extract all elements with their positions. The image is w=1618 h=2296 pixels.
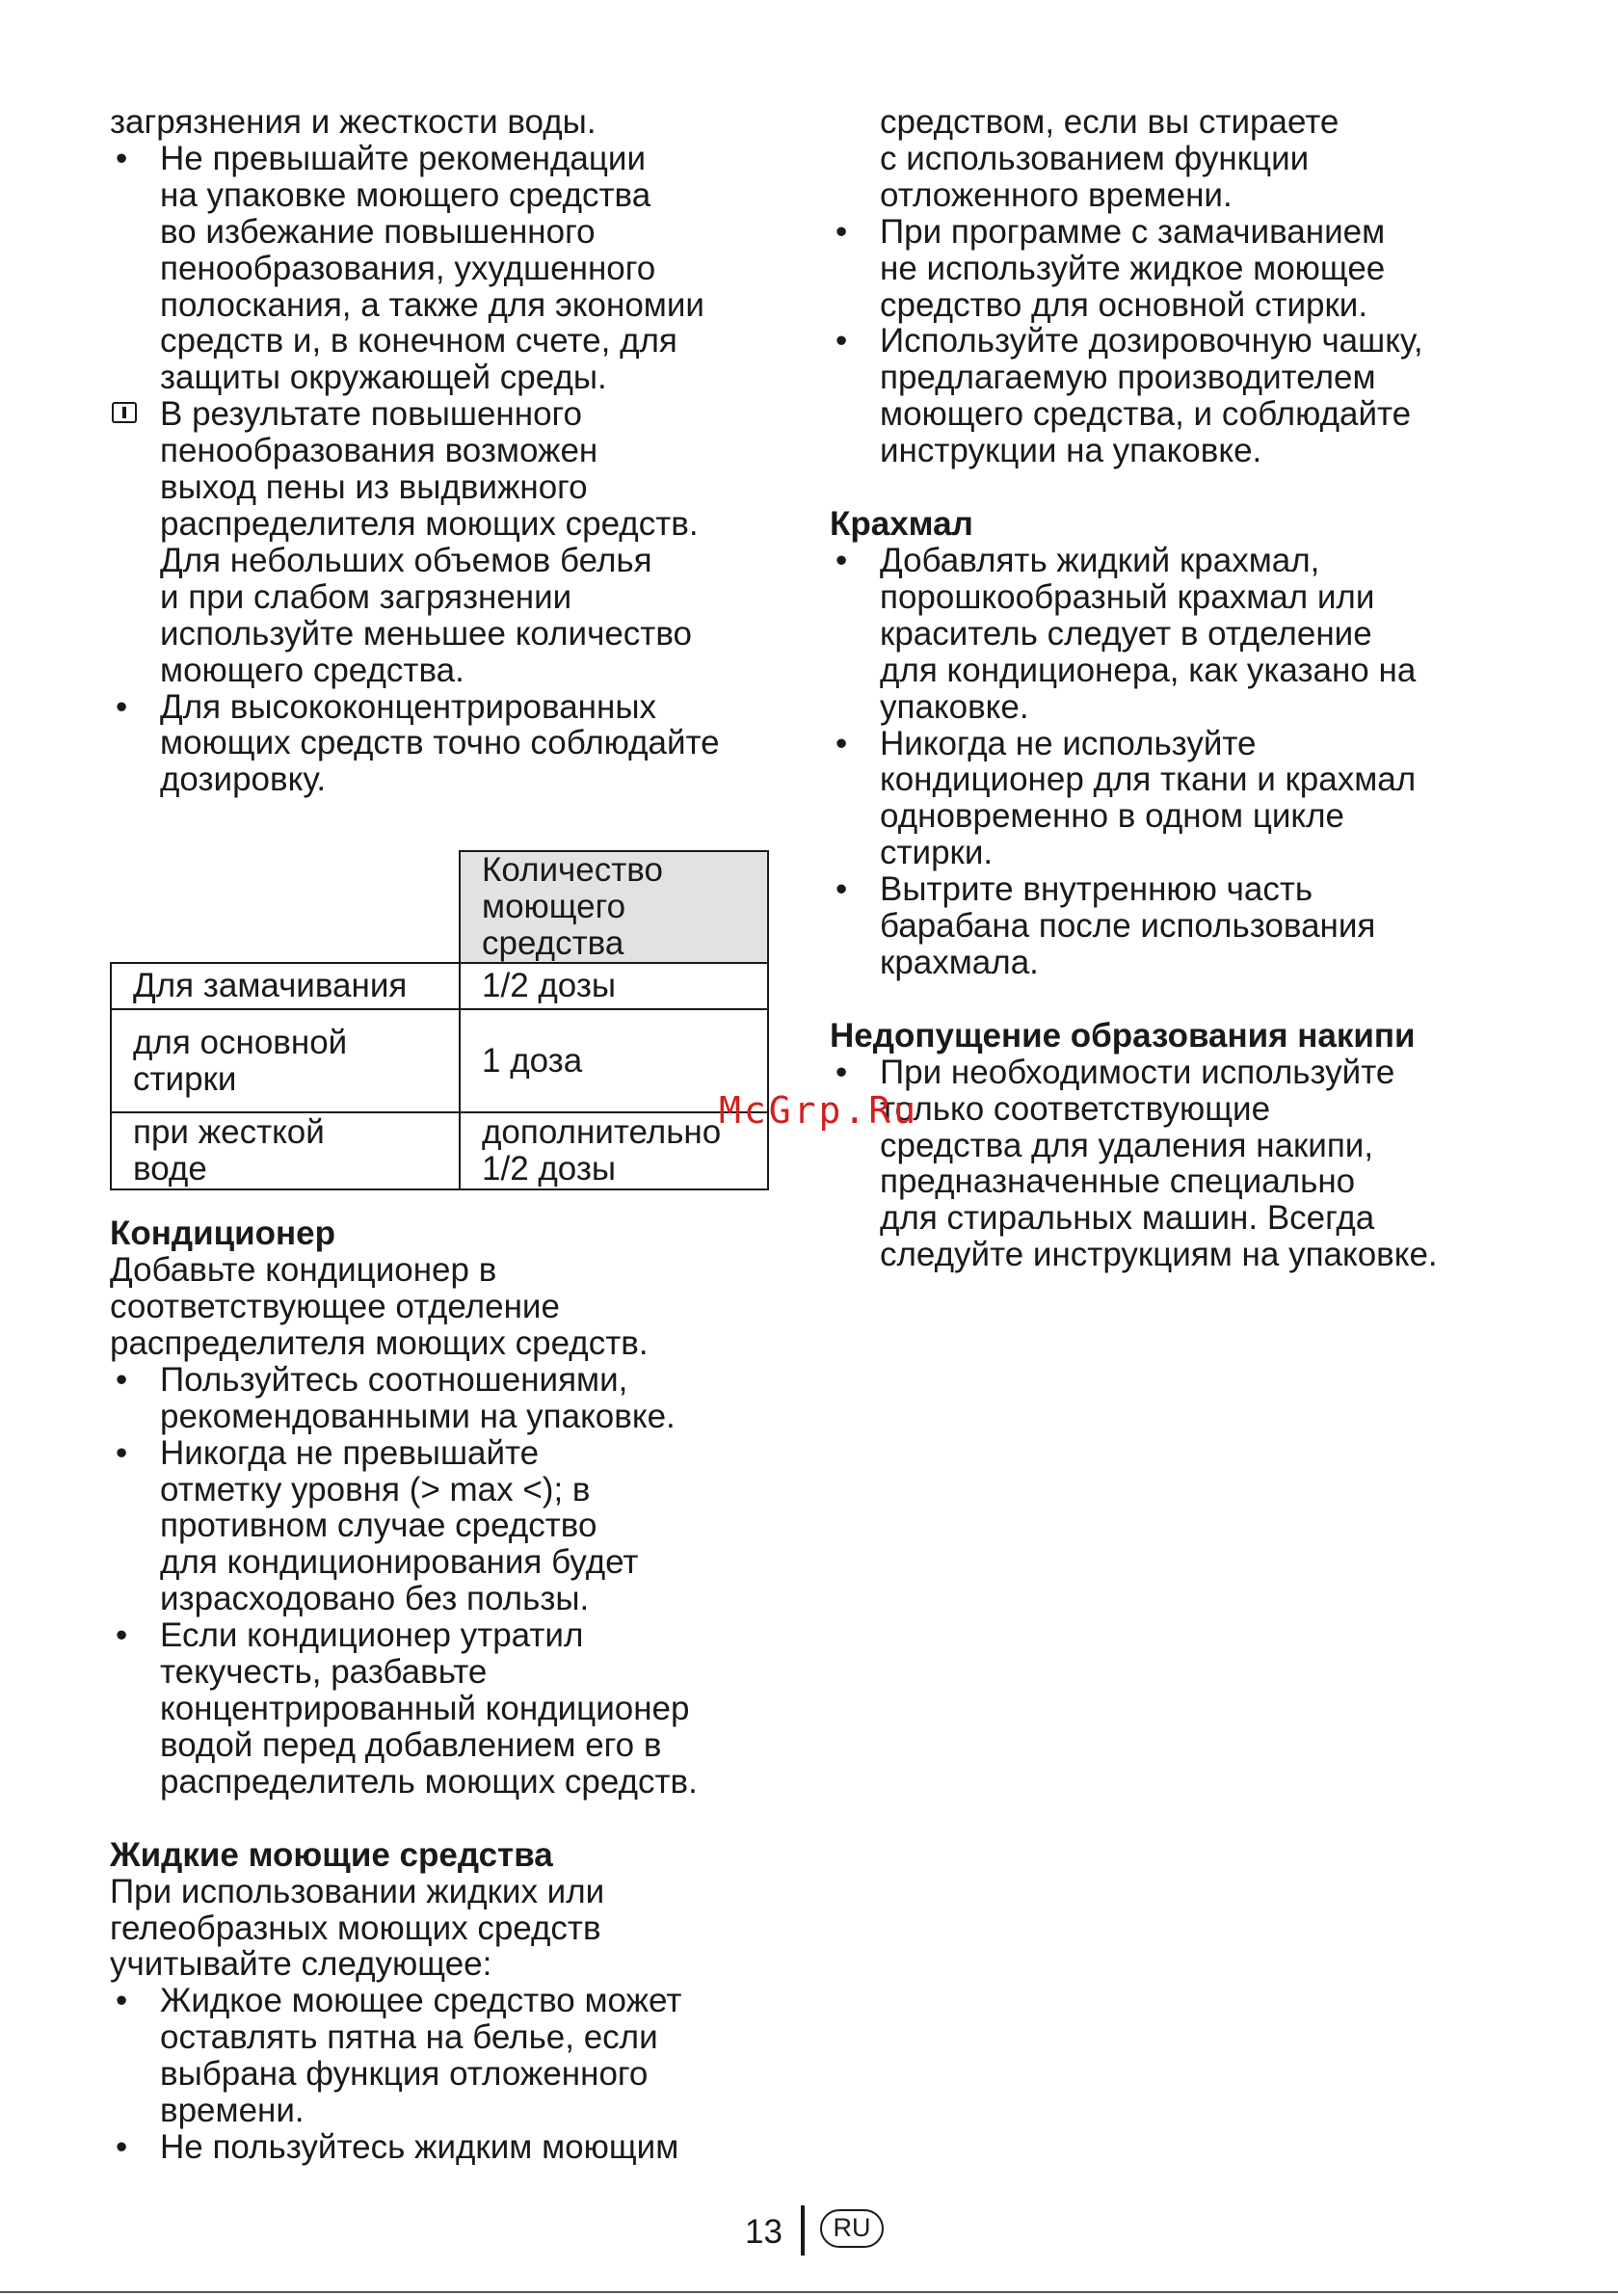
bullet-icon: • <box>836 1053 848 1091</box>
text-line: для кондиционера, как указано на <box>880 651 1417 689</box>
table-cell-label <box>111 1009 460 1112</box>
text-line: дополнительно <box>482 1113 722 1152</box>
language-badge: RU <box>820 2209 884 2248</box>
bullet-list <box>110 141 784 396</box>
watermark: McGrp.Ru <box>719 1089 919 1132</box>
table-cell-label <box>111 963 460 1009</box>
left-column <box>110 104 784 2166</box>
text-line: текучесть, разбавьте <box>160 1653 488 1692</box>
text-line: одновременно в одном цикле <box>880 797 1345 836</box>
text-line: оставлять пятна на белье, если <box>160 2018 658 2057</box>
text-line: отметку уровня (> max <); в <box>160 1470 591 1508</box>
bullet-list <box>830 1055 1504 1273</box>
list-item <box>830 726 1504 872</box>
bullet-icon: • <box>836 212 848 251</box>
text-line: средства для удаления накипи, <box>880 1126 1374 1164</box>
text-line: соответствующее отделение <box>110 1288 560 1326</box>
bullet-icon: • <box>116 687 128 726</box>
text-line: Добавлять жидкий крахмал, <box>880 541 1320 579</box>
table-row <box>111 963 768 1009</box>
text-line: распределитель моющих средств. <box>160 1762 698 1801</box>
text-line: распределителя моющих средств. <box>110 1323 649 1362</box>
list-item <box>830 543 1504 726</box>
continued-text <box>830 104 1504 214</box>
text-line: Пользуйтесь соотношениями, <box>160 1360 628 1399</box>
text-line: стирки. <box>880 834 994 872</box>
text-line: стирки <box>133 1059 237 1098</box>
text-line: для кондиционирования будет <box>160 1543 639 1582</box>
bullet-icon: • <box>116 2127 128 2166</box>
text-line: для основной <box>133 1023 348 1061</box>
text-line: распределителя моющих средств. <box>160 504 699 543</box>
list-item <box>830 323 1504 469</box>
list-item <box>110 1362 784 1435</box>
table-corner <box>111 851 460 963</box>
list-item <box>110 1435 784 1618</box>
text-line: учитывайте следующее: <box>110 1945 492 1984</box>
footer-divider <box>801 2205 805 2256</box>
text-line: пенообразования возможен <box>160 432 598 470</box>
dosage-table <box>110 850 769 1190</box>
text-line: Для высококонцентрированных <box>160 687 656 726</box>
text-line: предлагаемую производителем <box>880 359 1376 397</box>
list-item <box>110 141 784 396</box>
text-line: средство для основной стирки. <box>880 285 1368 324</box>
text-line: В результате повышенного <box>160 395 582 434</box>
text-line: используйте меньшее количество <box>160 614 692 653</box>
text-line: Добавьте кондиционер в <box>110 1251 497 1290</box>
list-item <box>110 1617 784 1801</box>
text-line: Для замачивания <box>133 967 408 1005</box>
bullet-icon: • <box>116 1360 128 1399</box>
text-line: При необходимости используйте <box>880 1053 1395 1091</box>
bullet-icon: • <box>116 1616 128 1655</box>
text-line: не используйте жидкое моющее <box>880 249 1386 287</box>
bullet-icon: • <box>116 1982 128 2020</box>
text-line: полоскания, а также для экономии <box>160 285 704 324</box>
text-line: моющего средства, и соблюдайте <box>880 395 1412 434</box>
list-item <box>110 2129 784 2166</box>
text-line: средств и, в конечном счете, для <box>160 322 677 360</box>
text-line: 1 доза <box>482 1041 583 1080</box>
text-line: моющего средства. <box>160 651 464 689</box>
text-line: средством, если вы стираете <box>880 103 1339 141</box>
text-line: пенообразования, ухудшенного <box>160 249 656 287</box>
text-line: выбрана функция отложенного <box>160 2055 649 2094</box>
text-line: Жидкое моющее средство может <box>160 1982 682 2020</box>
bullet-list <box>110 1983 784 2166</box>
text-line: водой перед добавлением его в <box>160 1725 662 1764</box>
list-item <box>110 689 784 799</box>
text-line: противном случае средство <box>160 1507 597 1545</box>
text-line: только соответствующие <box>880 1089 1271 1128</box>
text-line: загрязнения и жесткости воды. <box>110 103 597 141</box>
text-line: барабана после использования <box>880 907 1376 946</box>
section-intro <box>110 1874 784 1984</box>
text-line: Не пользуйтесь жидким моющим <box>160 2127 679 2166</box>
text-line: Количество <box>482 851 663 890</box>
text-line: упаковке. <box>880 687 1029 726</box>
text-line: Вытрите внутреннюю часть <box>880 870 1313 909</box>
section-intro <box>110 1252 784 1362</box>
text-line: воде <box>133 1150 207 1188</box>
page-number: 13 <box>745 2213 782 2251</box>
text-line: с использованием функции <box>880 139 1310 177</box>
list-item <box>830 871 1504 981</box>
table-cell-value <box>460 963 768 1009</box>
text-line: При программе с замачиванием <box>880 212 1386 251</box>
table-header <box>460 851 768 963</box>
text-line: 1/2 дозы <box>482 967 617 1005</box>
text-line: предназначенные специально <box>880 1162 1356 1201</box>
table-cell-label <box>111 1112 460 1189</box>
text-line: выход пены из выдвижного <box>160 468 588 507</box>
text-line: Никогда не превышайте <box>160 1433 540 1472</box>
text-line: для стиральных машин. Всегда <box>880 1199 1375 1238</box>
text-line: При использовании жидких или <box>110 1872 605 1910</box>
text-line: моющего <box>482 888 626 926</box>
section-title-scale: Недопущение образования накипи <box>830 1016 1416 1055</box>
section-title-conditioner: Кондиционер <box>110 1215 336 1253</box>
text-line: во избежание повышенного <box>160 212 596 251</box>
text-line: израсходовано без пользы. <box>160 1580 590 1618</box>
text-line: кондиционер для ткани и крахмал <box>880 761 1417 799</box>
text-line: при жесткой <box>133 1113 325 1152</box>
section-title-liquid: Жидкие моющие средства <box>110 1835 553 1874</box>
text-line: следуйте инструкциям на упаковке. <box>880 1236 1438 1274</box>
text-line: инструкции на упаковке. <box>880 432 1262 470</box>
text-line: и при слабом загрязнении <box>160 577 572 616</box>
section-title-starch: Крахмал <box>830 505 973 544</box>
bullet-icon: • <box>836 541 848 579</box>
text-line: средства <box>482 924 624 963</box>
right-column <box>830 104 1504 1273</box>
text-line: на упаковке моющего средства <box>160 175 651 214</box>
list-item <box>830 1055 1504 1273</box>
bottom-rule <box>0 2291 1618 2293</box>
text-line: Для небольших объемов белья <box>160 541 652 579</box>
text-line: Если кондиционер утратил <box>160 1616 584 1655</box>
bullet-icon: • <box>836 724 848 762</box>
text-line: 1/2 дозы <box>482 1150 617 1188</box>
text-line: Никогда не используйте <box>880 724 1257 762</box>
list-item <box>110 1983 784 2129</box>
bullet-list <box>830 543 1504 981</box>
text-line: дозировку. <box>160 761 327 799</box>
text-line: концентрированный кондиционер <box>160 1690 690 1727</box>
table-row <box>111 1112 768 1189</box>
text-line: моющих средств точно соблюдайте <box>160 724 720 762</box>
bullet-icon: • <box>116 1433 128 1472</box>
text-line: Не превышайте рекомендации <box>160 139 647 177</box>
note-text <box>160 396 784 688</box>
text-line: крахмала. <box>880 943 1039 981</box>
table-row <box>111 1009 768 1112</box>
info-icon <box>112 402 137 423</box>
bullet-list <box>110 1362 784 1801</box>
bullet-icon: • <box>116 139 128 177</box>
bullet-icon: • <box>836 870 848 909</box>
text-line: Используйте дозировочную чашку, <box>880 322 1423 360</box>
text-line: гелеобразных моющих средств <box>110 1909 601 1947</box>
bullet-icon: • <box>836 322 848 360</box>
bullet-list <box>830 214 1504 469</box>
text-line: порошкообразный крахмал или <box>880 577 1375 616</box>
text-line: защиты окружающей среды. <box>160 359 607 397</box>
text-line: краситель следует в отделение <box>880 614 1372 653</box>
info-note <box>110 396 784 688</box>
list-item <box>830 214 1504 324</box>
text-line: рекомендованными на упаковке. <box>160 1397 676 1435</box>
intro-text <box>110 104 784 141</box>
text-line: отложенного времени. <box>880 175 1233 214</box>
text-line: времени. <box>160 2092 305 2130</box>
bullet-list <box>110 689 784 799</box>
